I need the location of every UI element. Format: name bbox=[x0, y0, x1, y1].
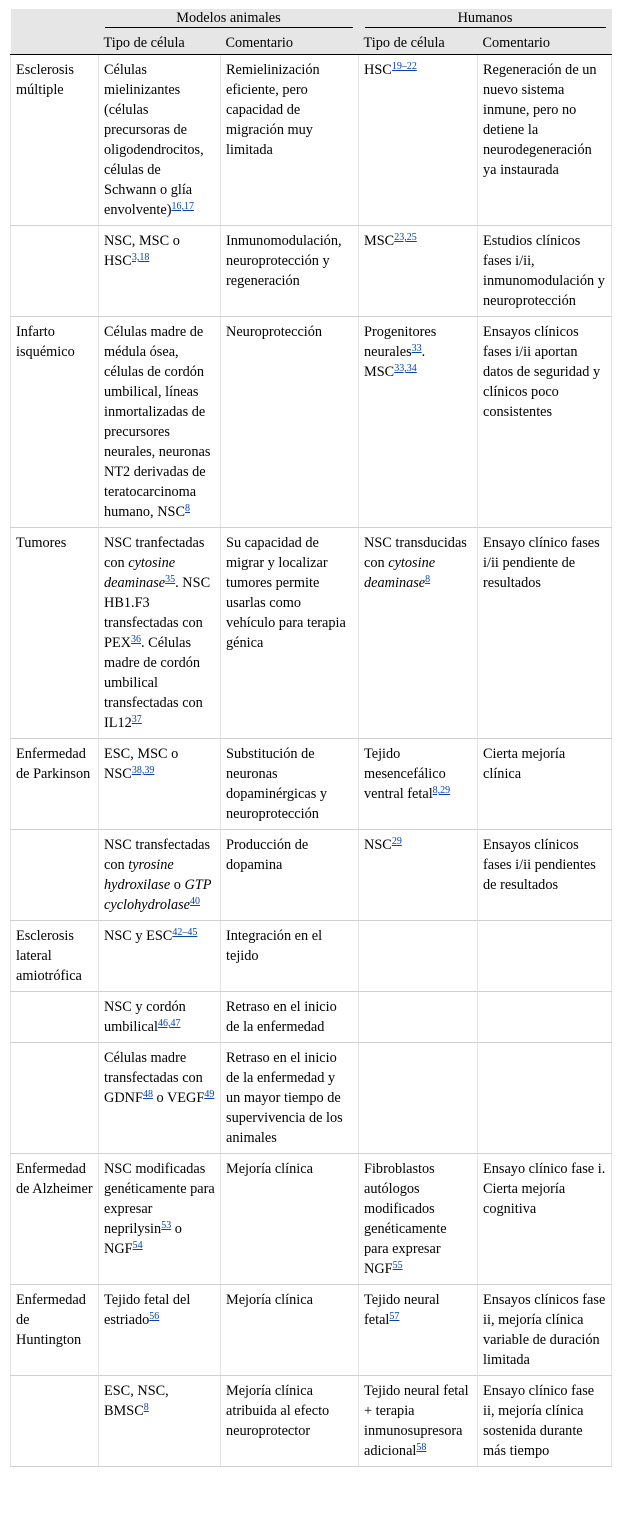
header-human-cell-type: Tipo de célula bbox=[359, 28, 478, 55]
cell-text: Ensayo clínico fase i. Cierta mejoría cognitiva bbox=[483, 1161, 606, 1217]
human-cell-type-cell bbox=[359, 992, 478, 1043]
italic-term: cytosine deaminase bbox=[104, 555, 176, 591]
animal-cell-type-cell bbox=[99, 830, 221, 921]
disease-cell: Enfermedad de Alzheimer bbox=[11, 1154, 99, 1285]
animal-comment-cell bbox=[221, 1154, 359, 1285]
header-disease-blank bbox=[11, 28, 99, 55]
animal-cell-type-cell bbox=[99, 1154, 221, 1285]
cell-text: Mejoría clínica bbox=[226, 1161, 313, 1177]
reference-link[interactable]: 55 bbox=[392, 1260, 403, 1271]
cell-text: NSC modificadas genéticamente para expresar neprilysin bbox=[104, 1161, 215, 1237]
cell-text: Ensayo clínico fase ii, mejoría clínica sostenida durante más tiempo bbox=[483, 1383, 595, 1459]
cell-text: Producción de dopamina bbox=[226, 837, 309, 873]
cell-text: Substitución de neuronas dopaminérgicas y neuroprotección bbox=[226, 746, 327, 822]
disease-cell: Infarto isquémico bbox=[11, 317, 99, 528]
table-row bbox=[11, 528, 612, 739]
reference-link[interactable]: 36 bbox=[131, 634, 142, 645]
animal-cell-type-cell bbox=[99, 317, 221, 528]
human-comment-cell bbox=[478, 55, 612, 226]
header-animal-comment: Comentario bbox=[221, 28, 359, 55]
cell-text: Estudios clínicos fases i/ii, inmunomodulación y neuroprotección bbox=[483, 233, 605, 309]
cell-text: . NSC HB1.F3 transfectadas con PEX bbox=[104, 575, 211, 651]
table-row bbox=[11, 226, 612, 317]
reference-link[interactable]: 54 bbox=[132, 1240, 143, 1251]
disease-cell: Tumores bbox=[11, 528, 99, 739]
disease-cell: Enfermedad de Huntington bbox=[11, 1285, 99, 1376]
reference-link[interactable]: 48 bbox=[142, 1089, 153, 1100]
human-cell-type-cell bbox=[359, 1043, 478, 1154]
cell-text: HSC bbox=[364, 62, 392, 78]
reference-link[interactable]: 33,34 bbox=[394, 363, 417, 374]
stem-cell-table bbox=[10, 9, 612, 1467]
human-comment-cell bbox=[478, 1043, 612, 1154]
cell-text: Retraso en el inicio de la enfermedad bbox=[226, 999, 337, 1035]
disease-cell: Esclerosis lateral amiotrófica bbox=[11, 921, 99, 992]
cell-text: Ensayo clínico fases i/ii pendiente de resultados bbox=[483, 535, 600, 591]
human-comment-cell bbox=[478, 830, 612, 921]
reference-link[interactable]: 38,39 bbox=[131, 765, 155, 776]
human-comment-cell bbox=[478, 226, 612, 317]
header-blank-cell bbox=[11, 9, 99, 28]
reference-link[interactable]: 16,17 bbox=[171, 201, 194, 212]
reference-link[interactable]: 33 bbox=[411, 343, 422, 354]
human-comment-cell bbox=[478, 921, 612, 992]
reference-link[interactable]: 58 bbox=[416, 1442, 427, 1453]
cell-text: ESC, NSC, BMSC bbox=[104, 1383, 169, 1419]
cell-text: Células madre transfectadas con GDNF bbox=[104, 1050, 203, 1106]
cell-text: Fibroblastos autólogos modificados genéticamente para expresar NGF bbox=[364, 1161, 447, 1277]
table-row bbox=[11, 992, 612, 1043]
reference-link[interactable]: 23,25 bbox=[394, 232, 417, 243]
reference-link[interactable]: 56 bbox=[149, 1311, 160, 1322]
reference-link[interactable]: 8,29 bbox=[432, 785, 451, 796]
disease-cell bbox=[11, 1043, 99, 1154]
cell-text: Neuroprotección bbox=[226, 324, 323, 340]
reference-link[interactable]: 37 bbox=[131, 714, 142, 725]
cell-text: Inmunomodulación, neuroprotección y regeneración bbox=[226, 233, 342, 289]
table-row bbox=[11, 1154, 612, 1285]
animal-comment-cell bbox=[221, 992, 359, 1043]
table-row bbox=[11, 1376, 612, 1467]
human-cell-type-cell bbox=[359, 1285, 478, 1376]
cell-text: Ensayos clínicos fases i/ii pendientes de resultados bbox=[483, 837, 596, 893]
cell-text: Células madre de médula ósea, células de cordón umbilical, líneas inmortalizadas de precursores neurales, neuronas NT2 derivadas de teratocarcinoma humano, NSC bbox=[104, 324, 211, 520]
human-comment-cell bbox=[478, 1154, 612, 1285]
cell-text: . Células madre de cordón umbilical transfectadas con IL12 bbox=[104, 635, 203, 731]
cell-text: Tejido fetal del estriado bbox=[104, 1292, 191, 1328]
human-comment-cell bbox=[478, 739, 612, 830]
reference-link[interactable]: 35 bbox=[165, 574, 176, 585]
cell-text: NSC transducidas con bbox=[364, 535, 467, 571]
cell-text: Remielinización eficiente, pero capacidad de migración muy limitada bbox=[226, 62, 320, 158]
human-comment-cell bbox=[478, 992, 612, 1043]
human-cell-type-cell bbox=[359, 739, 478, 830]
human-cell-type-cell bbox=[359, 528, 478, 739]
cell-text: . MSC bbox=[364, 344, 426, 380]
animal-comment-cell bbox=[221, 830, 359, 921]
cell-text: ESC, MSC o NSC bbox=[104, 746, 179, 782]
human-comment-cell bbox=[478, 1285, 612, 1376]
reference-link[interactable]: 40 bbox=[190, 896, 201, 907]
animal-comment-cell bbox=[221, 921, 359, 992]
human-cell-type-cell bbox=[359, 55, 478, 226]
reference-link[interactable]: 46,47 bbox=[158, 1018, 181, 1029]
animal-cell-type-cell bbox=[99, 992, 221, 1043]
header-animal-cell-type: Tipo de célula bbox=[99, 28, 221, 55]
table-row bbox=[11, 1285, 612, 1376]
reference-link[interactable]: 8 bbox=[425, 574, 431, 585]
disease-cell: Enfermedad de Parkinson bbox=[11, 739, 99, 830]
cell-text: Mejoría clínica bbox=[226, 1292, 313, 1308]
table-row bbox=[11, 739, 612, 830]
animal-cell-type-cell bbox=[99, 739, 221, 830]
reference-link[interactable]: 19–22 bbox=[391, 61, 417, 72]
animal-comment-cell bbox=[221, 1285, 359, 1376]
reference-link[interactable]: 57 bbox=[389, 1311, 400, 1322]
cell-text: NSC tranfectadas con bbox=[104, 535, 205, 571]
animal-comment-cell bbox=[221, 226, 359, 317]
header-human-comment: Comentario bbox=[478, 28, 612, 55]
header-group-human: Humanos bbox=[359, 9, 612, 28]
reference-link[interactable]: 42–45 bbox=[172, 927, 198, 938]
table-row bbox=[11, 921, 612, 992]
cell-text: o NGF bbox=[104, 1221, 182, 1257]
animal-comment-cell bbox=[221, 1043, 359, 1154]
human-cell-type-cell bbox=[359, 830, 478, 921]
cell-text: NSC y ESC bbox=[104, 928, 173, 944]
disease-cell bbox=[11, 830, 99, 921]
human-cell-type-cell bbox=[359, 226, 478, 317]
human-comment-cell bbox=[478, 317, 612, 528]
human-cell-type-cell bbox=[359, 921, 478, 992]
disease-cell: Esclerosis múltiple bbox=[11, 55, 99, 226]
table-row bbox=[11, 55, 612, 226]
animal-cell-type-cell bbox=[99, 528, 221, 739]
cell-text: o VEGF bbox=[152, 1090, 205, 1106]
human-cell-type-cell bbox=[359, 1376, 478, 1467]
cell-text: Progenitores neurales bbox=[364, 324, 437, 360]
disease-cell bbox=[11, 992, 99, 1043]
cell-text: NSC bbox=[364, 837, 392, 853]
cell-text: Mejoría clínica atribuida al efecto neuroprotector bbox=[226, 1383, 330, 1439]
table-row bbox=[11, 1043, 612, 1154]
cell-text: Su capacidad de migrar y localizar tumores permite usarlas como vehículo para terapia génica bbox=[226, 535, 346, 651]
reference-link[interactable]: 3,18 bbox=[131, 252, 150, 263]
human-cell-type-cell bbox=[359, 317, 478, 528]
table-row bbox=[11, 830, 612, 921]
cell-text: MSC bbox=[364, 233, 395, 249]
animal-comment-cell bbox=[221, 1376, 359, 1467]
human-cell-type-cell bbox=[359, 1154, 478, 1285]
reference-link[interactable]: 53 bbox=[161, 1220, 172, 1231]
cell-text: NSC, MSC o HSC bbox=[104, 233, 180, 269]
cell-text: Tejido neural fetal + terapia inmunosupresora adicional bbox=[364, 1383, 469, 1459]
cell-text: Ensayos clínicos fases i/ii aportan datos de seguridad y clínicos poco consistentes bbox=[483, 324, 601, 420]
cell-text: Cierta mejoría clínica bbox=[483, 746, 566, 782]
italic-term: GTP cyclohydrolase bbox=[104, 877, 212, 913]
animal-comment-cell bbox=[221, 739, 359, 830]
reference-link[interactable]: 29 bbox=[391, 836, 402, 847]
italic-term: tyrosine hydroxilase bbox=[104, 857, 174, 893]
human-comment-cell bbox=[478, 528, 612, 739]
human-comment-cell bbox=[478, 1376, 612, 1467]
animal-cell-type-cell bbox=[99, 55, 221, 226]
disease-cell bbox=[11, 1376, 99, 1467]
animal-cell-type-cell bbox=[99, 1376, 221, 1467]
animal-cell-type-cell bbox=[99, 226, 221, 317]
cell-text: o bbox=[170, 877, 185, 893]
cell-text: Integración en el tejido bbox=[226, 928, 323, 964]
reference-link[interactable]: 8 bbox=[143, 1402, 149, 1413]
animal-comment-cell bbox=[221, 55, 359, 226]
cell-text: Tejido neural fetal bbox=[364, 1292, 440, 1328]
cell-text: Retraso en el inicio de la enfermedad y un mayor tiempo de supervivencia de los animales bbox=[226, 1050, 343, 1146]
cell-text: NSC transfectadas con bbox=[104, 837, 211, 873]
reference-link[interactable]: 49 bbox=[204, 1089, 215, 1100]
animal-comment-cell bbox=[221, 317, 359, 528]
cell-text: Tejido mesencefálico ventral fetal bbox=[364, 746, 446, 802]
animal-cell-type-cell bbox=[99, 921, 221, 992]
table-body bbox=[11, 55, 612, 1467]
reference-link[interactable]: 8 bbox=[185, 503, 191, 514]
cell-text: NSC y cordón umbilical bbox=[104, 999, 186, 1035]
animal-cell-type-cell bbox=[99, 1043, 221, 1154]
header-group-animal: Modelos animales bbox=[99, 9, 359, 28]
animal-comment-cell bbox=[221, 528, 359, 739]
cell-text: Regeneración de un nuevo sistema inmune, pero no detiene la neurodegeneración ya instaurada bbox=[483, 62, 597, 178]
animal-cell-type-cell bbox=[99, 1285, 221, 1376]
cell-text: Células mielinizantes (células precursoras de oligodendrocitos, células de Schwann o glía envolvente) bbox=[104, 62, 204, 218]
italic-term: cytosine deaminase bbox=[364, 555, 436, 591]
disease-cell bbox=[11, 226, 99, 317]
cell-text: Ensayos clínicos fase ii, mejoría clínica variable de duración limitada bbox=[483, 1292, 606, 1368]
table-row bbox=[11, 317, 612, 528]
